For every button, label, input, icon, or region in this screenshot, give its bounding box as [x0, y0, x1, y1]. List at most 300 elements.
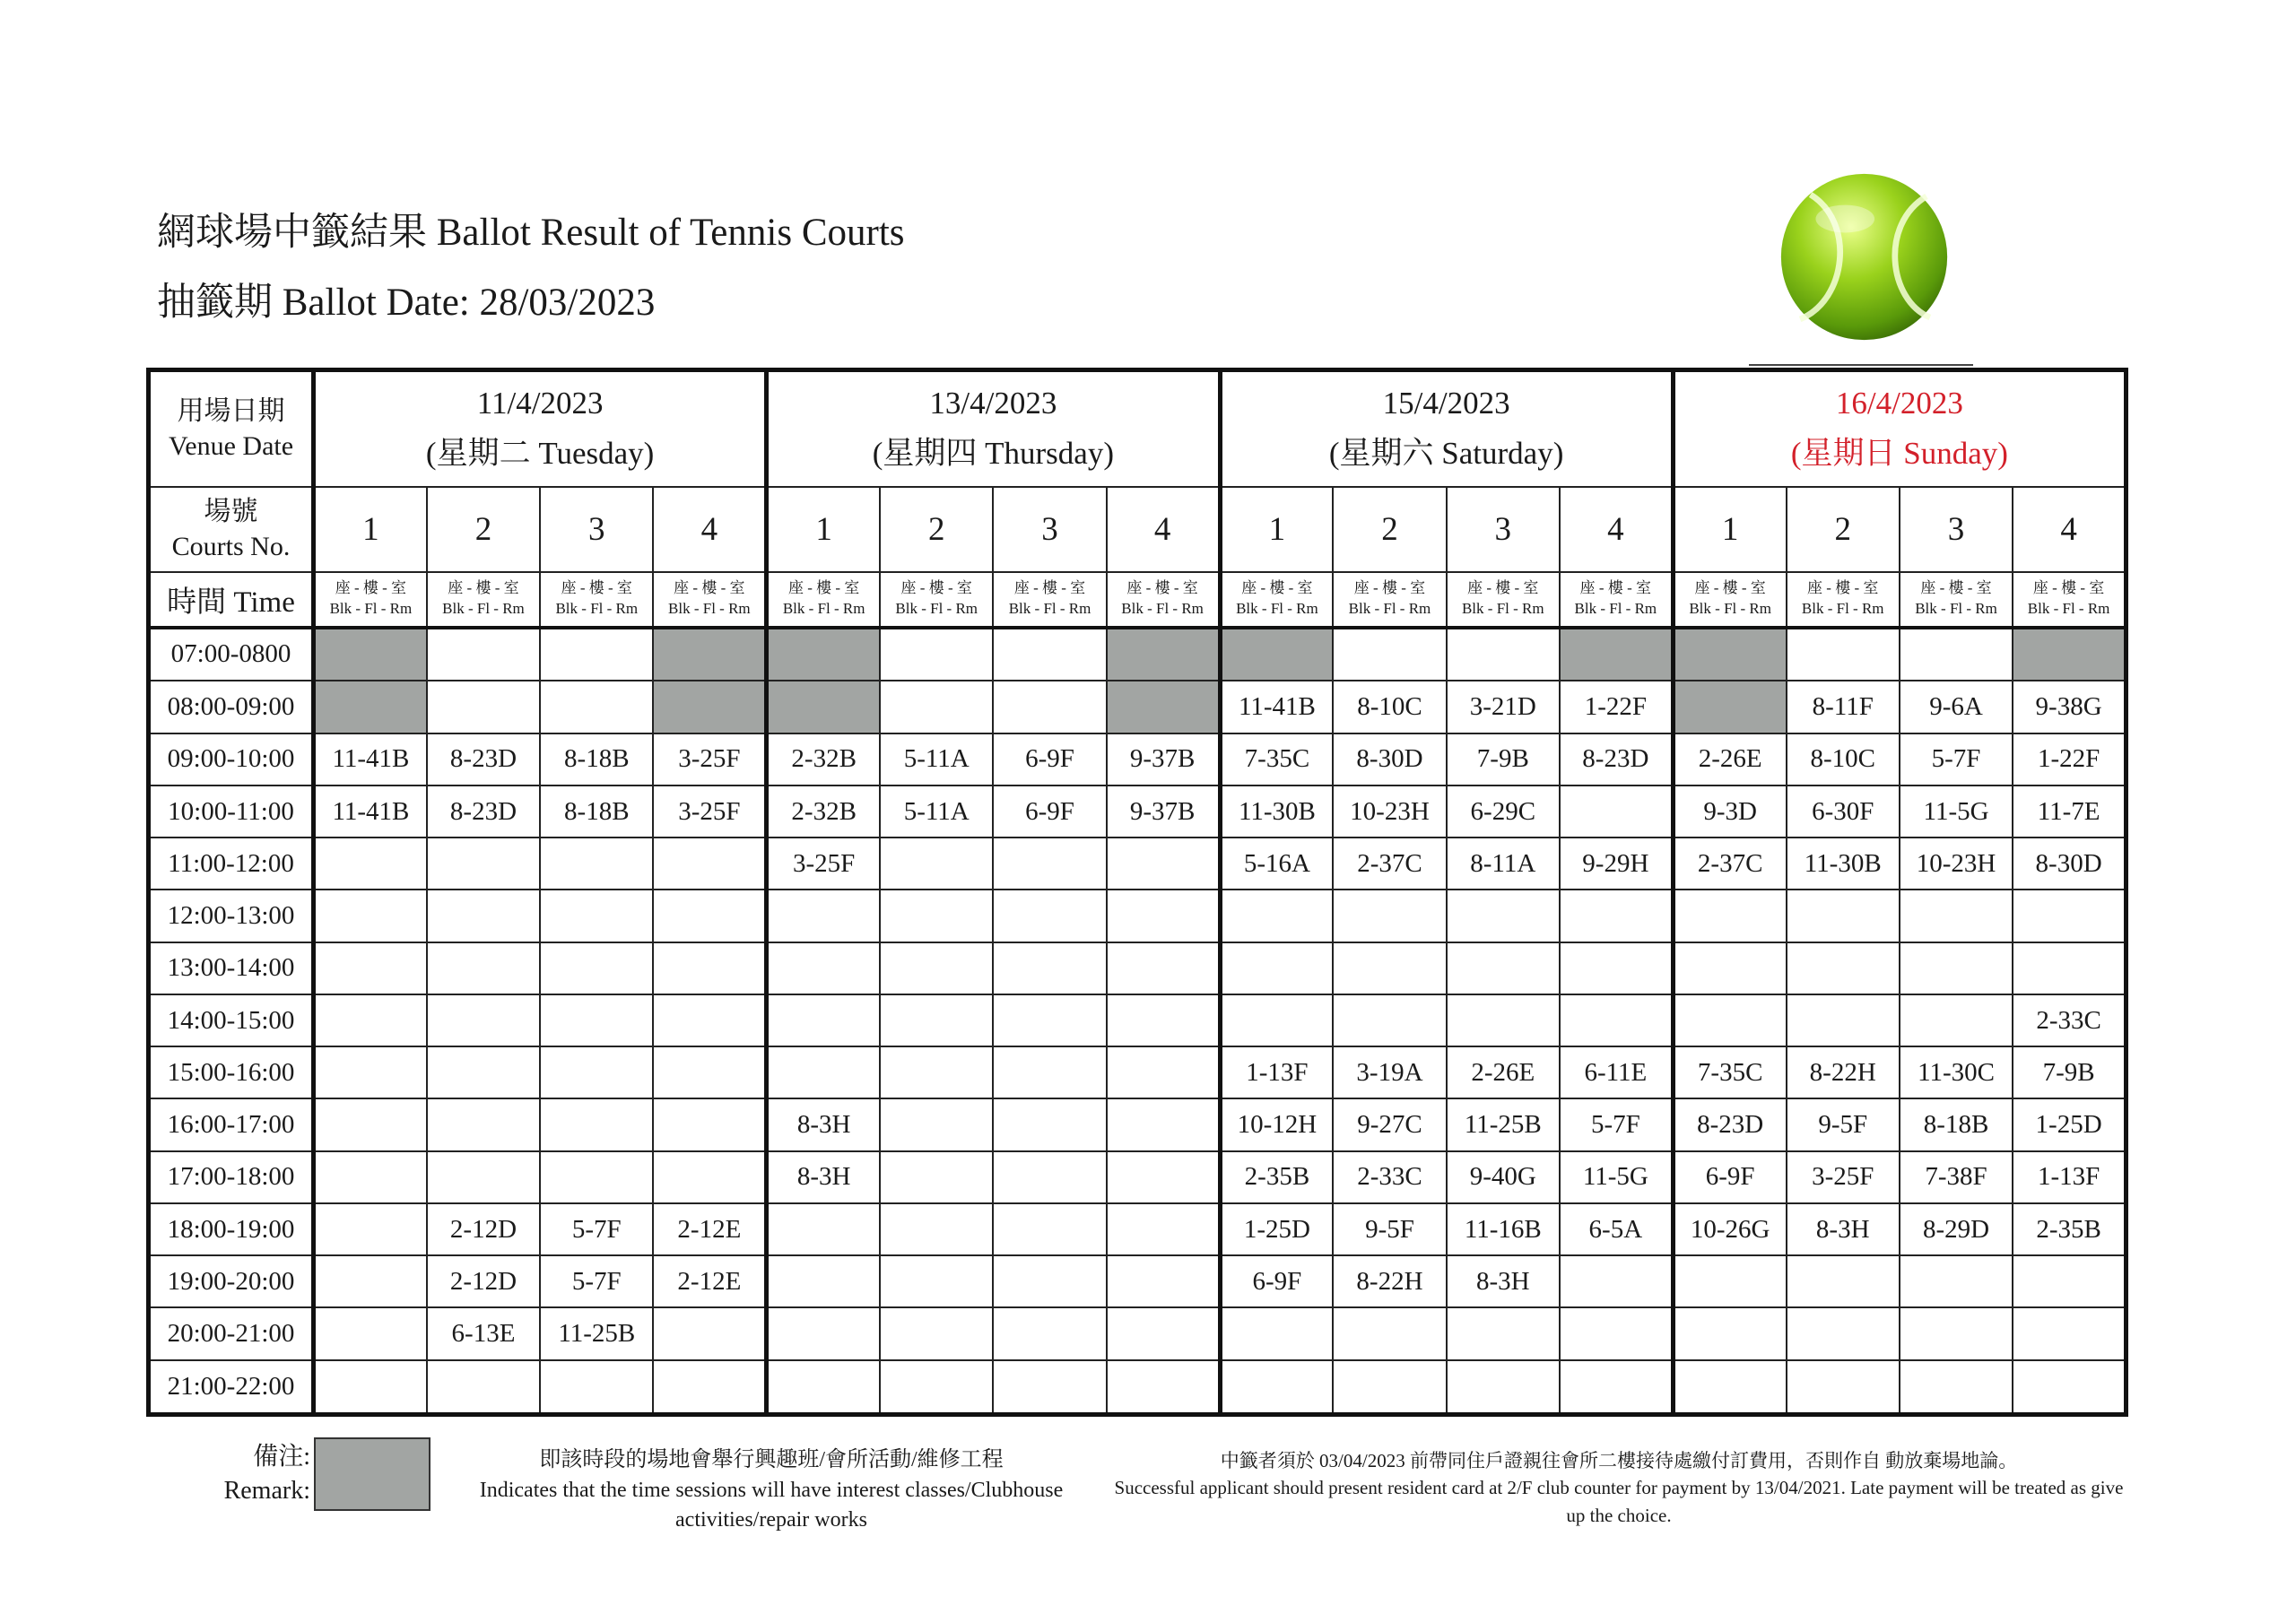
- blocked-slot-cell: [314, 681, 427, 733]
- slot-cell: 2-12E: [653, 1203, 766, 1255]
- table-row: [149, 1203, 2126, 1255]
- slot-cell: [653, 838, 766, 890]
- slot-cell: 7-38F: [1900, 1151, 2013, 1203]
- slot-cell: 2-35B: [2013, 1203, 2126, 1255]
- slot-cell: 7-9B: [1447, 733, 1560, 785]
- slot-cell: [1787, 628, 1900, 681]
- slot-cell: [314, 994, 427, 1046]
- slot-cell: [1107, 1307, 1220, 1359]
- time-slot-label: 07:00-0800: [149, 628, 314, 681]
- time-slot-label: 21:00-22:00: [149, 1360, 314, 1415]
- slot-cell: [427, 681, 540, 733]
- table-row: [149, 1151, 2126, 1203]
- slot-cell: 5-7F: [1560, 1098, 1673, 1150]
- slot-cell: [880, 994, 993, 1046]
- court-number-2-4: 4: [1107, 487, 1220, 572]
- table-row: [149, 890, 2126, 942]
- time-slot-label: 19:00-20:00: [149, 1255, 314, 1307]
- slot-cell: [1787, 1255, 1900, 1307]
- slot-cell: 9-27C: [1333, 1098, 1446, 1150]
- slot-cell: [540, 890, 653, 942]
- slot-cell: 10-23H: [1333, 785, 1446, 838]
- slot-cell: [1107, 1360, 1220, 1415]
- court-number-2-2: 2: [880, 487, 993, 572]
- slot-cell: [1900, 1255, 2013, 1307]
- table-row: [149, 1098, 2126, 1150]
- slot-cell: 5-7F: [1900, 733, 2013, 785]
- slot-cell: 9-37B: [1107, 733, 1220, 785]
- slot-cell: [880, 681, 993, 733]
- blocked-slot-cell: [1220, 628, 1333, 681]
- blocked-slot-cell: [653, 681, 766, 733]
- slot-cell: [880, 838, 993, 890]
- slot-cell: [993, 1307, 1106, 1359]
- table-row: [149, 1307, 2126, 1359]
- time-slot-label: 09:00-10:00: [149, 733, 314, 785]
- slot-cell: 9-38G: [2013, 681, 2126, 733]
- slot-cell: [993, 1098, 1106, 1150]
- slot-cell: 1-22F: [2013, 733, 2126, 785]
- page-title: 網球場中籤結果 Ballot Result of Tennis Courts: [157, 212, 905, 254]
- time-slot-label: 10:00-11:00: [149, 785, 314, 838]
- slot-cell: [880, 1151, 993, 1203]
- slot-cell: 8-18B: [1900, 1098, 2013, 1150]
- slot-cell: [1107, 942, 1220, 994]
- slot-cell: [993, 1046, 1106, 1098]
- blk-fl-rm-header: 座 - 樓 - 室 Blk - Fl - Rm: [1673, 572, 1786, 628]
- slot-cell: [427, 628, 540, 681]
- table-row: [149, 733, 2126, 785]
- slot-cell: [1333, 1360, 1446, 1415]
- slot-cell: [314, 1360, 427, 1415]
- blk-fl-rm-header: 座 - 樓 - 室 Blk - Fl - Rm: [1220, 572, 1333, 628]
- slot-cell: 2-37C: [1333, 838, 1446, 890]
- slot-cell: [2013, 1307, 2126, 1359]
- slot-cell: [1787, 1307, 1900, 1359]
- slot-cell: [314, 1255, 427, 1307]
- slot-cell: [880, 1098, 993, 1150]
- slot-cell: [1333, 994, 1446, 1046]
- slot-cell: 2-35B: [1220, 1151, 1333, 1203]
- slot-cell: 8-23D: [427, 785, 540, 838]
- slot-cell: 8-11A: [1447, 838, 1560, 890]
- slot-cell: [1560, 1307, 1673, 1359]
- slot-cell: [2013, 1255, 2126, 1307]
- slot-cell: [540, 681, 653, 733]
- slot-cell: [1333, 942, 1446, 994]
- slot-cell: [1560, 890, 1673, 942]
- slot-cell: [427, 1098, 540, 1150]
- blocked-slot-cell: [1673, 628, 1786, 681]
- slot-cell: 10-26G: [1673, 1203, 1786, 1255]
- slot-cell: [1447, 1307, 1560, 1359]
- slot-cell: [880, 942, 993, 994]
- slot-cell: [314, 1046, 427, 1098]
- blk-fl-rm-header: 座 - 樓 - 室 Blk - Fl - Rm: [2013, 572, 2126, 628]
- slot-cell: [767, 994, 880, 1046]
- slot-cell: [1900, 1307, 2013, 1359]
- slot-cell: 5-7F: [540, 1255, 653, 1307]
- slot-cell: 11-16B: [1447, 1203, 1560, 1255]
- slot-cell: [1787, 994, 1900, 1046]
- slot-cell: [314, 1098, 427, 1150]
- time-slot-label: 16:00-17:00: [149, 1098, 314, 1150]
- court-number-4-3: 3: [1900, 487, 2013, 572]
- blocked-slot-cell: [653, 628, 766, 681]
- time-slot-label: 15:00-16:00: [149, 1046, 314, 1098]
- slot-cell: [1333, 628, 1446, 681]
- ballot-result-table: [146, 368, 2128, 1417]
- slot-cell: 6-9F: [993, 733, 1106, 785]
- slot-cell: 2-33C: [2013, 994, 2126, 1046]
- slot-cell: [1333, 890, 1446, 942]
- slot-cell: [767, 1203, 880, 1255]
- courts-header-row: [149, 487, 2126, 572]
- slot-cell: [427, 1151, 540, 1203]
- court-number-2-3: 3: [993, 487, 1106, 572]
- slot-cell: [653, 1046, 766, 1098]
- slot-cell: [1220, 1360, 1333, 1415]
- slot-cell: 9-40G: [1447, 1151, 1560, 1203]
- slot-cell: [427, 838, 540, 890]
- slot-cell: 7-9B: [2013, 1046, 2126, 1098]
- slot-cell: [1900, 1360, 2013, 1415]
- slot-cell: [993, 994, 1106, 1046]
- blk-fl-rm-header: 座 - 樓 - 室 Blk - Fl - Rm: [427, 572, 540, 628]
- court-number-1-4: 4: [653, 487, 766, 572]
- slot-cell: 5-11A: [880, 733, 993, 785]
- slot-cell: [767, 1046, 880, 1098]
- day-header-saturday: 15/4/2023 (星期六 Saturday): [1220, 370, 1673, 487]
- slot-cell: 8-3H: [1787, 1203, 1900, 1255]
- slot-cell: [314, 1203, 427, 1255]
- slot-cell: 3-25F: [1787, 1151, 1900, 1203]
- slot-cell: 11-5G: [1900, 785, 2013, 838]
- slot-cell: [1220, 994, 1333, 1046]
- slot-cell: 11-7E: [2013, 785, 2126, 838]
- slot-cell: 11-30C: [1900, 1046, 2013, 1098]
- slot-cell: [540, 628, 653, 681]
- slot-cell: [1787, 890, 1900, 942]
- slot-cell: [1787, 942, 1900, 994]
- slot-cell: 3-19A: [1333, 1046, 1446, 1098]
- slot-cell: 1-25D: [2013, 1098, 2126, 1150]
- slot-cell: [1900, 942, 2013, 994]
- blk-fl-rm-header: 座 - 樓 - 室 Blk - Fl - Rm: [1900, 572, 2013, 628]
- slot-cell: [767, 1307, 880, 1359]
- slot-cell: [1900, 628, 2013, 681]
- slot-cell: [880, 1255, 993, 1307]
- slot-cell: [314, 838, 427, 890]
- slot-cell: [540, 942, 653, 994]
- slot-cell: [1447, 890, 1560, 942]
- time-header: 時間 Time: [149, 572, 314, 628]
- slot-cell: 6-30F: [1787, 785, 1900, 838]
- slot-cell: [1333, 1307, 1446, 1359]
- slot-cell: 6-13E: [427, 1307, 540, 1359]
- blk-fl-rm-header: 座 - 樓 - 室 Blk - Fl - Rm: [540, 572, 653, 628]
- remark-legend-swatch: [314, 1437, 430, 1511]
- time-slot-label: 08:00-09:00: [149, 681, 314, 733]
- time-slot-label: 13:00-14:00: [149, 942, 314, 994]
- slot-cell: 8-22H: [1333, 1255, 1446, 1307]
- blocked-slot-cell: [2013, 628, 2126, 681]
- slot-cell: [1447, 994, 1560, 1046]
- table-row: [149, 1046, 2126, 1098]
- slot-cell: [880, 1046, 993, 1098]
- payment-note: 中籤者須於 03/04/2023 前帶同住戶證親往會所二樓接待處繳付訂費用，否則作自 動放棄場地論。 Successful applicant should present resident card at 2/F club counter for payment by 13/04/2021. Late payment will be treated as give up the choice.: [1114, 1450, 2124, 1526]
- slot-cell: 10-23H: [1900, 838, 2013, 890]
- slot-cell: [1560, 1255, 1673, 1307]
- slot-cell: [993, 1203, 1106, 1255]
- day-header-sunday: 16/4/2023 (星期日 Sunday): [1673, 370, 2126, 487]
- table-row: [149, 681, 2126, 733]
- slot-cell: [1107, 1203, 1220, 1255]
- slot-cell: 5-16A: [1220, 838, 1333, 890]
- venue-date-header: 用場日期 Venue Date: [149, 370, 314, 487]
- slot-cell: [1107, 890, 1220, 942]
- blocked-slot-cell: [1673, 681, 1786, 733]
- slot-cell: [1107, 838, 1220, 890]
- slot-cell: [1220, 890, 1333, 942]
- slot-cell: [1447, 1360, 1560, 1415]
- slot-cell: 1-25D: [1220, 1203, 1333, 1255]
- slot-cell: [653, 1360, 766, 1415]
- courts-no-header: 場號 Courts No.: [149, 487, 314, 572]
- remark-text: 即該時段的場地會舉行興趣班/會所活動/維修工程 Indicates that the time sessions will have interest classes/Clubhouse activities/repair works: [479, 1448, 1064, 1532]
- slot-cell: 8-3H: [767, 1098, 880, 1150]
- slot-cell: 9-3D: [1673, 785, 1786, 838]
- slot-cell: [2013, 942, 2126, 994]
- time-slot-label: 18:00-19:00: [149, 1203, 314, 1255]
- table-row: [149, 1255, 2126, 1307]
- slot-cell: 3-25F: [767, 838, 880, 890]
- slot-cell: [1107, 1098, 1220, 1150]
- slot-cell: 3-25F: [653, 785, 766, 838]
- slot-cell: 8-23D: [1560, 733, 1673, 785]
- slot-cell: 2-12D: [427, 1203, 540, 1255]
- slot-cell: [1787, 1360, 1900, 1415]
- slot-cell: 2-37C: [1673, 838, 1786, 890]
- slot-cell: [1673, 942, 1786, 994]
- slot-cell: 8-3H: [1447, 1255, 1560, 1307]
- court-number-3-2: 2: [1333, 487, 1446, 572]
- slot-cell: 2-32B: [767, 733, 880, 785]
- slot-cell: 11-41B: [314, 785, 427, 838]
- slot-cell: [653, 942, 766, 994]
- slot-cell: [880, 628, 993, 681]
- slot-cell: [1447, 628, 1560, 681]
- slot-cell: 8-23D: [427, 733, 540, 785]
- slot-cell: [993, 942, 1106, 994]
- slot-cell: 9-29H: [1560, 838, 1673, 890]
- slot-cell: [1447, 942, 1560, 994]
- table-row: [149, 628, 2126, 681]
- slot-cell: 11-25B: [540, 1307, 653, 1359]
- date-header-row: [149, 370, 2126, 487]
- slot-cell: 3-21D: [1447, 681, 1560, 733]
- slot-cell: 8-11F: [1787, 681, 1900, 733]
- slot-cell: 6-9F: [1673, 1151, 1786, 1203]
- table-row: [149, 942, 2126, 994]
- slot-cell: [1107, 1151, 1220, 1203]
- slot-cell: [1107, 994, 1220, 1046]
- slot-cell: [653, 994, 766, 1046]
- slot-cell: [993, 1255, 1106, 1307]
- slot-cell: [427, 1360, 540, 1415]
- court-number-3-3: 3: [1447, 487, 1560, 572]
- tennis-ball-icon: [1778, 170, 1951, 343]
- slot-cell: [1673, 1255, 1786, 1307]
- blk-fl-rm-header: 座 - 樓 - 室 Blk - Fl - Rm: [1787, 572, 1900, 628]
- blk-fl-rm-header: 座 - 樓 - 室 Blk - Fl - Rm: [653, 572, 766, 628]
- slot-cell: 11-5G: [1560, 1151, 1673, 1203]
- slot-cell: [1560, 1360, 1673, 1415]
- slot-cell: [1220, 942, 1333, 994]
- table-row: [149, 838, 2126, 890]
- slot-cell: 7-35C: [1220, 733, 1333, 785]
- slot-cell: 8-10C: [1787, 733, 1900, 785]
- slot-cell: [993, 1360, 1106, 1415]
- slot-cell: 2-33C: [1333, 1151, 1446, 1203]
- blk-fl-rm-header: 座 - 樓 - 室 Blk - Fl - Rm: [993, 572, 1106, 628]
- slot-cell: [314, 942, 427, 994]
- blocked-slot-cell: [314, 628, 427, 681]
- slot-cell: 11-25B: [1447, 1098, 1560, 1150]
- slot-cell: 11-41B: [1220, 681, 1333, 733]
- slot-cell: [540, 1046, 653, 1098]
- slot-cell: 9-6A: [1900, 681, 2013, 733]
- slot-cell: 7-35C: [1673, 1046, 1786, 1098]
- day-header-thursday: 13/4/2023 (星期四 Thursday): [767, 370, 1220, 487]
- slot-cell: 6-9F: [1220, 1255, 1333, 1307]
- slot-cell: 8-22H: [1787, 1046, 1900, 1098]
- slot-cell: [1673, 1360, 1786, 1415]
- blk-fl-rm-header: 座 - 樓 - 室 Blk - Fl - Rm: [1447, 572, 1560, 628]
- slot-cell: [767, 1360, 880, 1415]
- slot-cell: 2-12E: [653, 1255, 766, 1307]
- ballot-date: 抽籤期 Ballot Date: 28/03/2023: [157, 282, 656, 324]
- slot-cell: [540, 1151, 653, 1203]
- slot-cell: 1-13F: [1220, 1046, 1333, 1098]
- court-number-1-3: 3: [540, 487, 653, 572]
- slot-cell: 2-26E: [1673, 733, 1786, 785]
- slot-cell: [653, 1151, 766, 1203]
- slot-cell: 9-5F: [1787, 1098, 1900, 1150]
- slot-cell: 2-26E: [1447, 1046, 1560, 1098]
- slot-cell: 3-25F: [653, 733, 766, 785]
- slot-cell: 5-11A: [880, 785, 993, 838]
- slot-cell: 6-5A: [1560, 1203, 1673, 1255]
- slot-cell: 8-30D: [1333, 733, 1446, 785]
- slot-cell: 2-12D: [427, 1255, 540, 1307]
- slot-cell: 1-22F: [1560, 681, 1673, 733]
- slot-cell: 8-29D: [1900, 1203, 2013, 1255]
- slot-cell: [880, 890, 993, 942]
- slot-cell: [767, 942, 880, 994]
- blocked-slot-cell: [767, 681, 880, 733]
- slot-cell: [2013, 1360, 2126, 1415]
- slot-cell: 8-18B: [540, 785, 653, 838]
- slot-cell: [767, 890, 880, 942]
- slot-cell: 8-18B: [540, 733, 653, 785]
- slot-cell: 6-9F: [993, 785, 1106, 838]
- slot-cell: 11-30B: [1787, 838, 1900, 890]
- slot-cell: [1560, 994, 1673, 1046]
- slot-cell: 8-30D: [2013, 838, 2126, 890]
- slot-cell: 8-23D: [1673, 1098, 1786, 1150]
- court-number-2-1: 1: [767, 487, 880, 572]
- slot-cell: 6-11E: [1560, 1046, 1673, 1098]
- blocked-slot-cell: [767, 628, 880, 681]
- slot-cell: [993, 681, 1106, 733]
- court-number-4-2: 2: [1787, 487, 1900, 572]
- slot-cell: [653, 890, 766, 942]
- slot-cell: 8-10C: [1333, 681, 1446, 733]
- slot-cell: 8-3H: [767, 1151, 880, 1203]
- court-number-4-4: 4: [2013, 487, 2126, 572]
- time-slot-label: 12:00-13:00: [149, 890, 314, 942]
- slot-cell: 10-12H: [1220, 1098, 1333, 1150]
- blk-fl-rm-header: 座 - 樓 - 室 Blk - Fl - Rm: [1333, 572, 1446, 628]
- slot-cell: [540, 994, 653, 1046]
- time-slot-label: 20:00-21:00: [149, 1307, 314, 1359]
- slot-cell: [880, 1203, 993, 1255]
- slot-cell: [653, 1098, 766, 1150]
- blocked-slot-cell: [1560, 628, 1673, 681]
- divider: [1749, 364, 1973, 366]
- slot-cell: [880, 1307, 993, 1359]
- slot-cell: 5-7F: [540, 1203, 653, 1255]
- court-number-3-1: 1: [1220, 487, 1333, 572]
- slot-cell: 11-30B: [1220, 785, 1333, 838]
- slot-cell: [427, 942, 540, 994]
- table-row: [149, 1360, 2126, 1415]
- slot-cell: [427, 890, 540, 942]
- slot-cell: [993, 628, 1106, 681]
- slot-cell: [2013, 890, 2126, 942]
- slot-cell: [1673, 1307, 1786, 1359]
- remark-label: 備注: Remark:: [223, 1443, 310, 1505]
- court-number-4-1: 1: [1673, 487, 1786, 572]
- slot-cell: [427, 1046, 540, 1098]
- slot-cell: [993, 838, 1106, 890]
- slot-cell: 6-29C: [1447, 785, 1560, 838]
- court-number-1-1: 1: [314, 487, 427, 572]
- slot-cell: 1-13F: [2013, 1151, 2126, 1203]
- blk-fl-rm-header: 座 - 樓 - 室 Blk - Fl - Rm: [767, 572, 880, 628]
- slot-cell: [1107, 1046, 1220, 1098]
- blk-fl-rm-header: 座 - 樓 - 室 Blk - Fl - Rm: [1107, 572, 1220, 628]
- slot-cell: [1900, 994, 2013, 1046]
- slot-cell: [1107, 1255, 1220, 1307]
- time-slot-label: 11:00-12:00: [149, 838, 314, 890]
- slot-cell: [767, 1255, 880, 1307]
- time-slot-label: 14:00-15:00: [149, 994, 314, 1046]
- blk-fl-rm-header: 座 - 樓 - 室 Blk - Fl - Rm: [314, 572, 427, 628]
- slot-cell: [1220, 1307, 1333, 1359]
- time-slot-label: 17:00-18:00: [149, 1151, 314, 1203]
- slot-cell: 9-37B: [1107, 785, 1220, 838]
- slot-cell: 2-32B: [767, 785, 880, 838]
- day-header-tuesday: 11/4/2023 (星期二 Tuesday): [314, 370, 767, 487]
- blocked-slot-cell: [1107, 628, 1220, 681]
- slot-cell: 9-5F: [1333, 1203, 1446, 1255]
- slot-cell: 11-41B: [314, 733, 427, 785]
- slot-cell: [993, 890, 1106, 942]
- blk-fl-rm-header: 座 - 樓 - 室 Blk - Fl - Rm: [880, 572, 993, 628]
- slot-cell: [993, 1151, 1106, 1203]
